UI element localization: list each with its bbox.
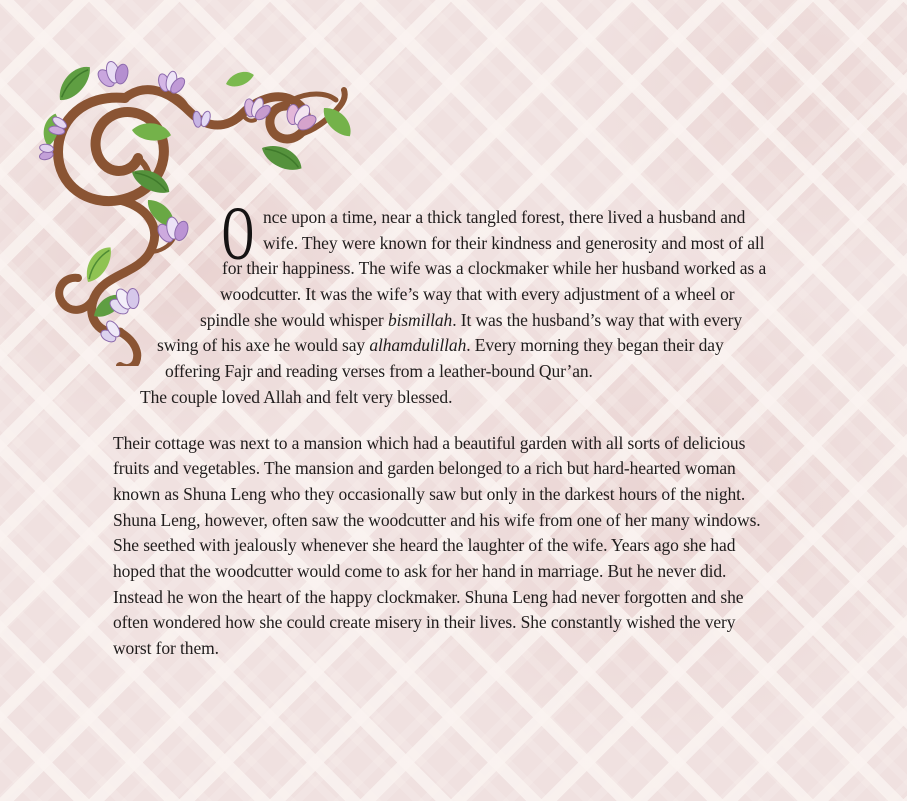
text-line: Their cottage was next to a mansion which had a beautiful garden with all sorts of delicious [113, 432, 746, 453]
text-line: wife. They were known for their kindness and generosity and most of all [263, 232, 765, 253]
story-text-column [113, 192, 825, 662]
text-line: spindle she would whisper bismillah. It was the husband’s way that with every [200, 309, 743, 330]
story-paragraph-opening [113, 205, 825, 411]
text-line: worst for them. [113, 638, 219, 658]
drop-cap-letter: O [222, 192, 254, 276]
text-line: swing of his axe he would say alhamdulillah. Every morning they began their day [157, 335, 724, 356]
text-line: for their happiness. The wife was a clockmaker while her husband worked as a [222, 258, 767, 279]
story-paragraph-two [113, 431, 825, 662]
text-line: hoped that the woodcutter would come to ask for her hand in marriage. But he never did. [113, 560, 727, 581]
text-line: Instead he won the heart of the happy clockmaker. Shuna Leng had never forgotten and she [113, 586, 744, 607]
text-line: She seethed with jealously whenever she heard the laughter of the wife. Years ago she had [113, 535, 736, 556]
text-line: often wondered how she could create misery in their lives. She constantly wished the very [113, 612, 736, 633]
text-line: woodcutter. It was the wife’s way that with every adjustment of a wheel or [220, 284, 735, 305]
text-line: Shuna Leng, however, often saw the woodcutter and his wife from one of her many windows. [113, 509, 761, 530]
text-line: The couple loved Allah and felt very blessed. [140, 386, 453, 407]
text-line: nce upon a time, near a thick tangled forest, there lived a husband and [263, 207, 746, 227]
text-line: offering Fajr and reading verses from a leather-bound Qur’an. [165, 361, 593, 382]
text-line: known as Shuna Leng who they occasionally saw but only in the darkest hours of the night. [113, 483, 746, 504]
text-line: fruits and vegetables. The mansion and garden belonged to a rich but hard-hearted woman [113, 458, 736, 479]
